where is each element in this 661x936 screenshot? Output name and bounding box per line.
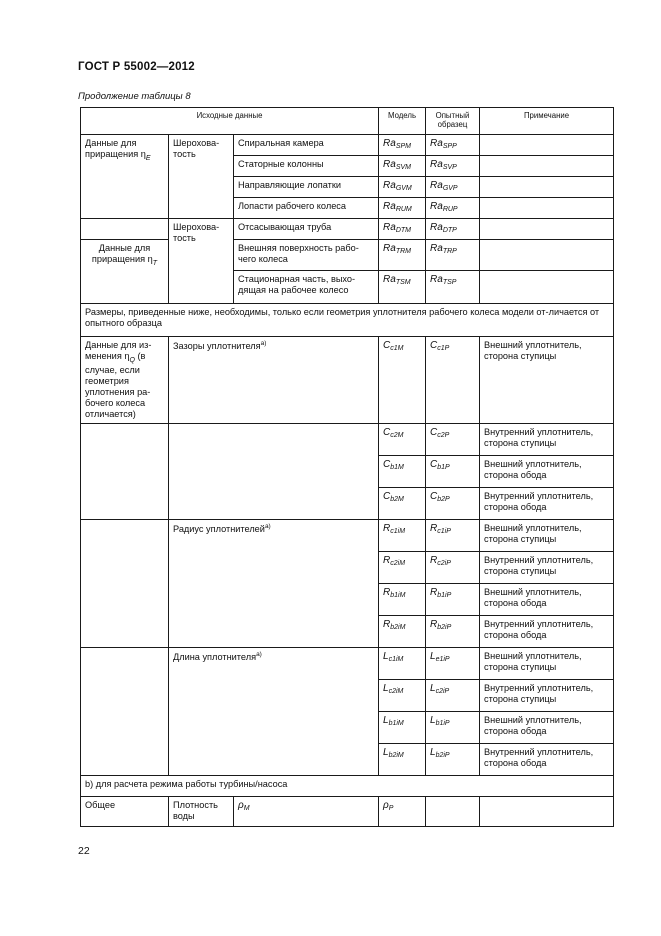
- note-cell: Внешний уплотнитель, сторона ступицы: [480, 337, 614, 424]
- prototype-symbol: $Ra_{SVP}$: [426, 156, 480, 177]
- table-row: [81, 337, 614, 424]
- note-cell: [480, 177, 614, 198]
- model-symbol: $C_{c2M}$: [379, 424, 426, 456]
- model-symbol: $L_{c1iM}$: [379, 648, 426, 680]
- note-cell: Внешний уплотнитель, сторона ступицы: [480, 648, 614, 680]
- prototype-symbol: $L_{b1iP}$: [426, 712, 480, 744]
- section-label-eta-q: Данные для из-менения $\eta_Q$ (в случае, если геометрия уплотнения ра-бочего колеса отличается): [81, 337, 169, 424]
- model-symbol: $Ra_{GVM}$: [379, 177, 426, 198]
- prototype-symbol: $C_{b1P}$: [426, 456, 480, 488]
- note-cell: [480, 156, 614, 177]
- note-cell: Внутренний уплотнитель, сторона обода: [480, 488, 614, 520]
- column-header-model: Модель: [379, 108, 426, 135]
- note-cell: Внутренний уплотнитель, сторона ступицы: [480, 552, 614, 584]
- note-cell: [480, 135, 614, 156]
- empty-cell: [426, 797, 480, 827]
- model-symbol: $Ra_{RUM}$: [379, 198, 426, 219]
- section-b-title: b) для расчета режима работы турбины/насоса: [81, 776, 614, 797]
- note-cell: [480, 240, 614, 271]
- table-row: [81, 304, 614, 337]
- note-cell: [480, 219, 614, 240]
- table-row: [81, 240, 614, 271]
- model-symbol: $Ra_{SVM}$: [379, 156, 426, 177]
- model-symbol: $R_{c2iM}$: [379, 552, 426, 584]
- prototype-symbol: $Ra_{DTP}$: [426, 219, 480, 240]
- model-symbol: $C_{b1M}$: [379, 456, 426, 488]
- prototype-symbol: $L_{c2iP}$: [426, 680, 480, 712]
- item-name: Отсасывающая труба: [234, 219, 379, 240]
- length-label: Длина уплотнителя$^{a)}$: [169, 648, 379, 776]
- item-name: Внешняя поверхность рабо-чего колеса: [234, 240, 379, 271]
- gaps-label: Зазоры уплотнителя$^{a)}$: [169, 337, 379, 424]
- note-cell: [480, 198, 614, 219]
- empty-cell: [81, 648, 169, 776]
- table-row: [81, 424, 614, 456]
- roughness-label: Шерохова-тость: [169, 219, 234, 304]
- prototype-symbol: $R_{b1iP}$: [426, 584, 480, 616]
- page-number: 22: [78, 845, 90, 857]
- document-standard-number: ГОСТ Р 55002—2012: [78, 61, 195, 73]
- empty-cell: [169, 424, 379, 520]
- model-symbol: $L_{b1iM}$: [379, 712, 426, 744]
- roughness-label: Шерохова-тость: [169, 135, 234, 219]
- seal-geometry-note: Размеры, приведенные ниже, необходимы, только если геометрия уплотнителя рабочего колеса модели от-личается от опытного образца: [81, 304, 614, 337]
- item-name: Стационарная часть, выхо-дящая на рабочее колесо: [234, 271, 379, 304]
- section-label-eta-t: Данные для приращения $\eta_T$: [81, 240, 169, 304]
- density-model-symbol: $\rho_M$: [234, 797, 379, 827]
- table-row: [81, 797, 614, 827]
- note-cell: [480, 797, 614, 827]
- model-symbol: $L_{c2iM}$: [379, 680, 426, 712]
- table-row: [81, 776, 614, 797]
- note-cell: Внутренний уплотнитель, сторона ступицы: [480, 680, 614, 712]
- note-cell: Внутренний уплотнитель, сторона ступицы: [480, 424, 614, 456]
- note-cell: Внешний уплотнитель, сторона ступицы: [480, 520, 614, 552]
- table-row: [81, 520, 614, 552]
- density-prototype-symbol: $\rho_P$: [379, 797, 426, 827]
- prototype-symbol: $L_{b2iP}$: [426, 744, 480, 776]
- prototype-symbol: $C_{c1P}$: [426, 337, 480, 424]
- prototype-symbol: $Ra_{TSP}$: [426, 271, 480, 304]
- item-name: Статорные колонны: [234, 156, 379, 177]
- item-name: Направляющие лопатки: [234, 177, 379, 198]
- prototype-symbol: $Ra_{SPP}$: [426, 135, 480, 156]
- prototype-symbol: $R_{c1iP}$: [426, 520, 480, 552]
- table-row: [81, 135, 614, 156]
- density-label: Плотность воды: [169, 797, 234, 827]
- column-header-prototype: Опытный образец: [426, 108, 480, 135]
- model-symbol: $L_{b2iM}$: [379, 744, 426, 776]
- table-row: [81, 648, 614, 680]
- model-symbol: $R_{b1iM}$: [379, 584, 426, 616]
- note-cell: [480, 271, 614, 304]
- model-symbol: $R_{b2iM}$: [379, 616, 426, 648]
- prototype-symbol: $R_{b2iP}$: [426, 616, 480, 648]
- note-cell: Внутренний уплотнитель, сторона обода: [480, 744, 614, 776]
- model-symbol: $C_{c1M}$: [379, 337, 426, 424]
- model-symbol: $Ra_{TSM}$: [379, 271, 426, 304]
- note-cell: Внутренний уплотнитель, сторона обода: [480, 616, 614, 648]
- item-name: Спиральная камера: [234, 135, 379, 156]
- model-symbol: $Ra_{DTM}$: [379, 219, 426, 240]
- general-label: Общее: [81, 797, 169, 827]
- parameters-table: [80, 107, 614, 827]
- empty-cell: [81, 219, 169, 240]
- prototype-symbol: $Ra_{GVP}$: [426, 177, 480, 198]
- model-symbol: $R_{c1iM}$: [379, 520, 426, 552]
- note-cell: Внешний уплотнитель, сторона обода: [480, 456, 614, 488]
- empty-cell: [81, 520, 169, 648]
- item-name: Лопасти рабочего колеса: [234, 198, 379, 219]
- table-row: [81, 219, 614, 240]
- table-header-row: [81, 108, 614, 135]
- note-cell: Внешний уплотнитель, сторона обода: [480, 712, 614, 744]
- prototype-symbol: $C_{b2P}$: [426, 488, 480, 520]
- prototype-symbol: $C_{c2P}$: [426, 424, 480, 456]
- model-symbol: $Ra_{TRM}$: [379, 240, 426, 271]
- prototype-symbol: $Ra_{RUP}$: [426, 198, 480, 219]
- section-label-eta-e: Данные для приращения $\eta_E$: [81, 135, 169, 219]
- prototype-symbol: $L_{e1iP}$: [426, 648, 480, 680]
- prototype-symbol: $Ra_{TRP}$: [426, 240, 480, 271]
- model-symbol: $Ra_{SPM}$: [379, 135, 426, 156]
- empty-cell: [81, 424, 169, 520]
- model-symbol: $C_{b2M}$: [379, 488, 426, 520]
- note-cell: Внешний уплотнитель, сторона обода: [480, 584, 614, 616]
- prototype-symbol: $R_{c2iP}$: [426, 552, 480, 584]
- table-caption: Продолжение таблицы 8: [78, 91, 191, 102]
- column-header-note: Примечание: [480, 108, 614, 135]
- column-header-input-data: Исходные данные: [81, 108, 379, 135]
- radius-label: Радиус уплотнителей$^{a)}$: [169, 520, 379, 648]
